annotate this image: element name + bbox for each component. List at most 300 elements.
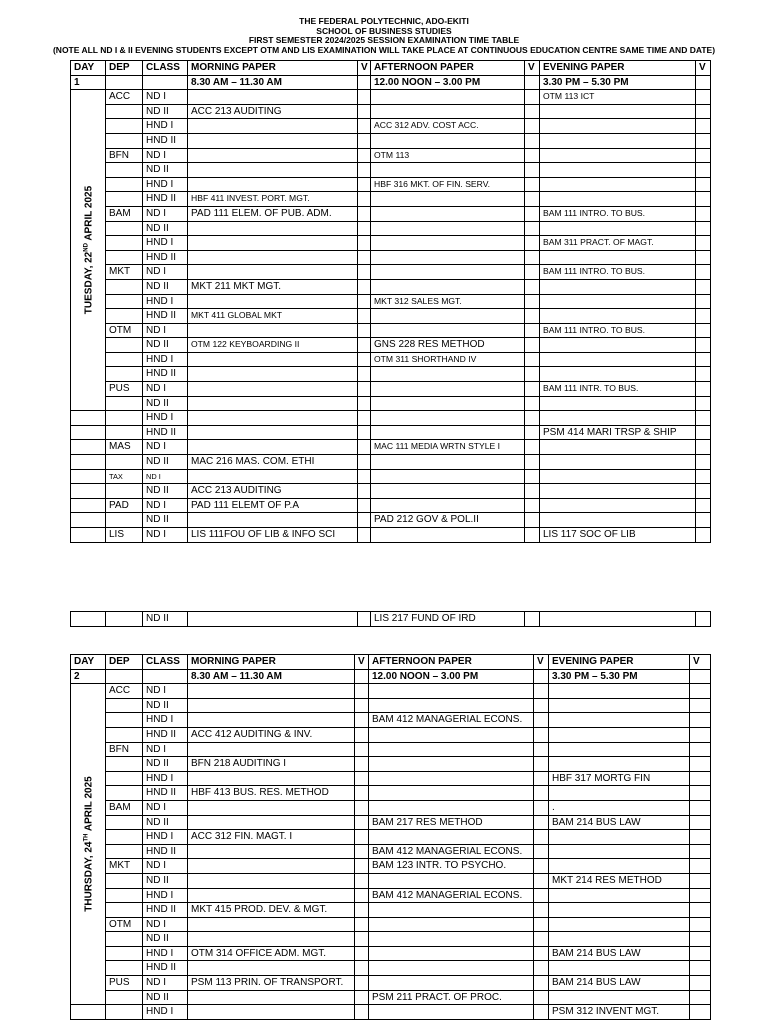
venue-cell (525, 513, 540, 528)
afternoon-paper (371, 163, 525, 178)
evening-paper: . (549, 800, 690, 815)
venue-cell (534, 742, 549, 757)
venue-cell (534, 888, 549, 903)
evening-paper (540, 148, 696, 163)
evening-paper (540, 513, 696, 528)
table-row (71, 163, 711, 178)
venue-cell (525, 528, 540, 543)
venue-cell (358, 440, 371, 455)
table-row (71, 396, 711, 411)
venue-cell (696, 294, 711, 309)
venue-cell (358, 206, 371, 221)
afternoon-paper: LIS 217 FUND OF IRD (371, 612, 525, 627)
venue-cell (355, 757, 369, 772)
class-cell: ND II (143, 104, 188, 119)
table-row (71, 976, 711, 991)
dep-cell: BAM (106, 800, 143, 815)
venue-cell (534, 698, 549, 713)
morning-header: MORNING PAPER (188, 655, 355, 670)
afternoon-paper: BAM 412 MANAGERIAL ECONS. (369, 888, 534, 903)
morning-time: 8.30 AM – 11.30 AM (188, 669, 355, 684)
evening-paper (549, 742, 690, 757)
afternoon-paper (369, 961, 534, 976)
venue-cell (696, 455, 711, 470)
table-row (71, 727, 711, 742)
venue-cell (534, 727, 549, 742)
venue-cell (690, 946, 711, 961)
table-row (71, 800, 711, 815)
dep-cell (106, 119, 143, 134)
class-cell: ND II (143, 612, 188, 627)
evening-paper: BAM 214 BUS LAW (549, 815, 690, 830)
morning-paper (188, 119, 358, 134)
evening-paper (549, 786, 690, 801)
venue-cell (696, 382, 711, 397)
table-row (71, 309, 711, 324)
evening-paper (549, 684, 690, 699)
dep-cell (106, 961, 143, 976)
column-header-row (71, 61, 711, 76)
dep-cell (106, 309, 143, 324)
venue-cell (690, 1005, 711, 1020)
morning-paper (188, 221, 358, 236)
afternoon-paper: MAC 111 MEDIA WRTN STYLE I (371, 440, 525, 455)
class-cell: HND II (143, 133, 188, 148)
morning-paper: MKT 211 MKT MGT. (188, 279, 358, 294)
venue-cell (358, 455, 371, 470)
table-row (71, 279, 711, 294)
dep-cell (106, 367, 143, 382)
afternoon-paper (371, 367, 525, 382)
venue-cell (355, 815, 369, 830)
venue-cell (525, 221, 540, 236)
venue-cell (358, 528, 371, 543)
venue-cell (358, 148, 371, 163)
venue-cell (525, 323, 540, 338)
morning-paper (188, 990, 355, 1005)
table-row (71, 1005, 711, 1020)
morning-paper: MAC 216 MAS. COM. ETHI (188, 455, 358, 470)
dep-cell: PUS (106, 976, 143, 991)
evening-paper (549, 903, 690, 918)
day-label (71, 684, 106, 1005)
dep-cell (106, 698, 143, 713)
evening-paper: LIS 117 SOC OF LIB (540, 528, 696, 543)
morning-paper (188, 440, 358, 455)
venue-cell (534, 757, 549, 772)
afternoon-paper (369, 1005, 534, 1020)
class-cell: HND II (143, 844, 188, 859)
class-cell: ND II (143, 932, 188, 947)
morning-paper: HBF 413 BUS. RES. METHOD (188, 786, 355, 801)
venue-header: V (358, 61, 371, 76)
evening-paper (540, 352, 696, 367)
venue-cell (690, 961, 711, 976)
venue-cell (696, 338, 711, 353)
venue-cell (358, 367, 371, 382)
venue-cell (355, 713, 369, 728)
morning-paper: OTM 314 OFFICE ADM. MGT. (188, 946, 355, 961)
evening-paper (540, 104, 696, 119)
afternoon-paper (371, 498, 525, 513)
institution-title: THE FEDERAL POLYTECHNIC, ADO-EKITI (299, 16, 469, 26)
evening-paper: BAM 214 BUS LAW (549, 946, 690, 961)
class-cell: HND I (143, 830, 188, 845)
morning-paper (188, 367, 358, 382)
morning-paper (188, 411, 358, 426)
table-row (71, 917, 711, 932)
class-cell: ND II (143, 484, 188, 499)
venue-cell (355, 684, 369, 699)
dep-cell: BAM (106, 206, 143, 221)
afternoon-paper (371, 469, 525, 484)
evening-paper (540, 309, 696, 324)
afternoon-paper: BAM 123 INTR. TO PSYCHO. (369, 859, 534, 874)
afternoon-time: 12.00 NOON – 3.00 PM (371, 75, 525, 90)
afternoon-paper (371, 90, 525, 105)
table-row (71, 961, 711, 976)
venue-cell (690, 786, 711, 801)
afternoon-paper (371, 104, 525, 119)
class-cell: ND I (143, 265, 188, 280)
afternoon-paper: OTM 113 (371, 148, 525, 163)
evening-paper: HBF 317 MORTG FIN (549, 771, 690, 786)
evening-paper (540, 294, 696, 309)
class-cell: ND I (143, 976, 188, 991)
evening-paper: MKT 214 RES METHOD (549, 873, 690, 888)
venue-cell (525, 119, 540, 134)
table-row (71, 513, 711, 528)
venue-cell (690, 873, 711, 888)
venue-cell (696, 469, 711, 484)
evening-paper (549, 727, 690, 742)
venue-cell (690, 976, 711, 991)
afternoon-paper: HBF 316 MKT. OF FIN. SERV. (371, 177, 525, 192)
venue-cell (696, 440, 711, 455)
morning-paper (188, 148, 358, 163)
evening-paper (540, 250, 696, 265)
venue-header: V (355, 655, 369, 670)
venue-cell (525, 148, 540, 163)
class-cell: HND I (143, 946, 188, 961)
venue-cell (358, 133, 371, 148)
venue-cell (690, 698, 711, 713)
dep-cell (106, 815, 143, 830)
table-row (71, 903, 711, 918)
table-row (71, 469, 711, 484)
morning-paper (188, 932, 355, 947)
table-row (71, 440, 711, 455)
table-row (71, 815, 711, 830)
evening-time: 3.30 PM – 5.30 PM (540, 75, 696, 90)
venue-cell (358, 163, 371, 178)
venue-cell (358, 411, 371, 426)
afternoon-paper (369, 932, 534, 947)
venue-cell (696, 528, 711, 543)
class-cell: HND II (143, 727, 188, 742)
venue-cell (358, 425, 371, 440)
class-cell: HND II (143, 903, 188, 918)
class-cell: ND II (143, 279, 188, 294)
evening-paper: OTM 113 ICT (540, 90, 696, 105)
morning-paper (188, 961, 355, 976)
evening-paper (540, 338, 696, 353)
venue-cell (690, 742, 711, 757)
venue-cell (525, 425, 540, 440)
dep-cell (106, 104, 143, 119)
morning-paper: ACC 412 AUDITING & INV. (188, 727, 355, 742)
class-cell: HND I (143, 236, 188, 251)
venue-cell (534, 771, 549, 786)
evening-paper (540, 279, 696, 294)
table-row (71, 484, 711, 499)
class-cell: HND I (143, 713, 188, 728)
class-cell: ND I (143, 90, 188, 105)
venue-cell (355, 830, 369, 845)
venue-cell (358, 382, 371, 397)
evening-paper (549, 859, 690, 874)
venue-cell (358, 338, 371, 353)
afternoon-time: 12.00 NOON – 3.00 PM (369, 669, 534, 684)
table-row (71, 206, 711, 221)
venue-cell (690, 684, 711, 699)
venue-cell (355, 786, 369, 801)
morning-paper: LIS 111FOU OF LIB & INFO SCI (188, 528, 358, 543)
venue-cell (525, 338, 540, 353)
day-header: DAY (71, 655, 106, 670)
afternoon-paper (371, 528, 525, 543)
morning-paper (188, 873, 355, 888)
dep-cell (106, 1005, 143, 1020)
class-cell: HND II (143, 425, 188, 440)
afternoon-paper (371, 323, 525, 338)
venue-cell (534, 713, 549, 728)
table-row (71, 119, 711, 134)
afternoon-paper: MKT 312 SALES MGT. (371, 294, 525, 309)
venue-cell (355, 990, 369, 1005)
venue-cell (358, 221, 371, 236)
venue-cell (358, 119, 371, 134)
evening-paper (540, 396, 696, 411)
venue-cell (358, 469, 371, 484)
class-cell: HND II (143, 367, 188, 382)
venue-cell (690, 888, 711, 903)
class-cell: HND I (143, 771, 188, 786)
venue-cell (696, 484, 711, 499)
dep-cell (106, 757, 143, 772)
venue-cell (696, 411, 711, 426)
dep-cell (106, 221, 143, 236)
morning-paper: PAD 111 ELEMT OF P.A (188, 498, 358, 513)
venue-cell (358, 192, 371, 207)
venue-cell (355, 932, 369, 947)
morning-paper (188, 163, 358, 178)
evening-paper (540, 469, 696, 484)
venue-cell (690, 727, 711, 742)
venue-cell (690, 815, 711, 830)
venue-cell (355, 961, 369, 976)
venue-cell (534, 800, 549, 815)
morning-paper (188, 323, 358, 338)
evening-paper (549, 961, 690, 976)
evening-paper (540, 484, 696, 499)
venue-header: V (690, 655, 711, 670)
venue-cell (534, 990, 549, 1005)
afternoon-header: AFTERNOON PAPER (369, 655, 534, 670)
venue-header: V (525, 61, 540, 76)
venue-cell (358, 352, 371, 367)
dep-cell (106, 932, 143, 947)
dep-cell (106, 352, 143, 367)
evening-paper (540, 192, 696, 207)
afternoon-paper (371, 455, 525, 470)
class-cell: ND I (143, 917, 188, 932)
table-row (71, 411, 711, 426)
evening-paper: BAM 214 BUS LAW (549, 976, 690, 991)
dep-cell: BFN (106, 148, 143, 163)
venue-cell (355, 698, 369, 713)
morning-paper (188, 800, 355, 815)
table-row (71, 859, 711, 874)
table-row (71, 455, 711, 470)
class-cell: HND II (143, 309, 188, 324)
venue-cell (696, 513, 711, 528)
afternoon-paper (369, 684, 534, 699)
venue-cell (358, 279, 371, 294)
venue-cell (690, 757, 711, 772)
dep-cell (106, 396, 143, 411)
morning-paper (188, 1005, 355, 1020)
table-row (71, 498, 711, 513)
morning-paper (188, 888, 355, 903)
class-cell: ND I (143, 469, 188, 484)
afternoon-paper: PSM 211 PRACT. OF PROC. (369, 990, 534, 1005)
class-cell: HND I (143, 119, 188, 134)
dep-cell (106, 786, 143, 801)
venue-cell (534, 684, 549, 699)
afternoon-paper (371, 484, 525, 499)
class-cell: ND II (143, 757, 188, 772)
table-row (71, 177, 711, 192)
afternoon-paper (369, 976, 534, 991)
venue-cell (525, 440, 540, 455)
evening-paper: BAM 111 INTR. TO BUS. (540, 382, 696, 397)
venue-cell (358, 396, 371, 411)
morning-paper: ACC 213 AUDITING (188, 484, 358, 499)
morning-paper: PAD 111 ELEM. OF PUB. ADM. (188, 206, 358, 221)
venue-cell (534, 1005, 549, 1020)
dep-cell (106, 873, 143, 888)
table-row (71, 250, 711, 265)
venue-cell (696, 104, 711, 119)
afternoon-paper (369, 903, 534, 918)
dep-cell: ACC (106, 90, 143, 105)
venue-cell (525, 382, 540, 397)
evening-paper (549, 713, 690, 728)
afternoon-paper (369, 742, 534, 757)
venue-cell (696, 250, 711, 265)
venue-cell (696, 279, 711, 294)
table-row (71, 236, 711, 251)
afternoon-paper: BAM 412 MANAGERIAL ECONS. (369, 844, 534, 859)
evening-paper (549, 932, 690, 947)
afternoon-paper (369, 946, 534, 961)
venue-cell (690, 859, 711, 874)
dep-cell: MKT (106, 265, 143, 280)
venue-cell (534, 961, 549, 976)
evening-paper (549, 830, 690, 845)
morning-paper: PSM 113 PRIN. OF TRANSPORT. (188, 976, 355, 991)
afternoon-paper (371, 250, 525, 265)
evening-paper (540, 177, 696, 192)
table-row (71, 265, 711, 280)
afternoon-paper (369, 771, 534, 786)
dep-cell (106, 425, 143, 440)
table-row (71, 294, 711, 309)
venue-cell (696, 90, 711, 105)
dep-cell (106, 250, 143, 265)
venue-cell (696, 177, 711, 192)
afternoon-paper (371, 133, 525, 148)
dep-cell: TAX (106, 469, 143, 484)
table-row (71, 990, 711, 1005)
class-header: CLASS (143, 61, 188, 76)
table-row (71, 148, 711, 163)
day-number: 2 (71, 669, 106, 684)
class-cell: ND I (143, 382, 188, 397)
evening-paper (540, 119, 696, 134)
morning-paper (188, 250, 358, 265)
afternoon-paper (371, 382, 525, 397)
venue-cell (355, 844, 369, 859)
afternoon-paper (369, 830, 534, 845)
afternoon-paper (371, 425, 525, 440)
evening-paper (549, 917, 690, 932)
venue-cell (696, 367, 711, 382)
morning-paper: ACC 312 FIN. MAGT. I (188, 830, 355, 845)
venue-cell (525, 279, 540, 294)
dep-cell (106, 455, 143, 470)
class-cell: ND II (143, 221, 188, 236)
class-cell: HND I (143, 888, 188, 903)
morning-paper (188, 133, 358, 148)
class-cell: HND I (143, 1005, 188, 1020)
venue-cell (525, 484, 540, 499)
venue-cell (355, 771, 369, 786)
dep-cell (106, 903, 143, 918)
table-row (71, 713, 711, 728)
venue-cell (525, 367, 540, 382)
evening-header: EVENING PAPER (549, 655, 690, 670)
venue-cell (690, 990, 711, 1005)
afternoon-paper: PAD 212 GOV & POL.II (371, 513, 525, 528)
table-row (71, 684, 711, 699)
venue-cell (355, 742, 369, 757)
day-date-label: TUESDAY, 22ND APRIL 2025 (83, 186, 95, 315)
venue-cell (355, 859, 369, 874)
dep-cell (106, 727, 143, 742)
dep-cell: PAD (106, 498, 143, 513)
venue-cell (525, 250, 540, 265)
evening-header: EVENING PAPER (540, 61, 696, 76)
evening-paper (540, 221, 696, 236)
table-row (71, 757, 711, 772)
venue-cell (525, 294, 540, 309)
venue-cell (358, 177, 371, 192)
venue-cell (358, 250, 371, 265)
venue-cell (696, 133, 711, 148)
venue-cell (534, 946, 549, 961)
